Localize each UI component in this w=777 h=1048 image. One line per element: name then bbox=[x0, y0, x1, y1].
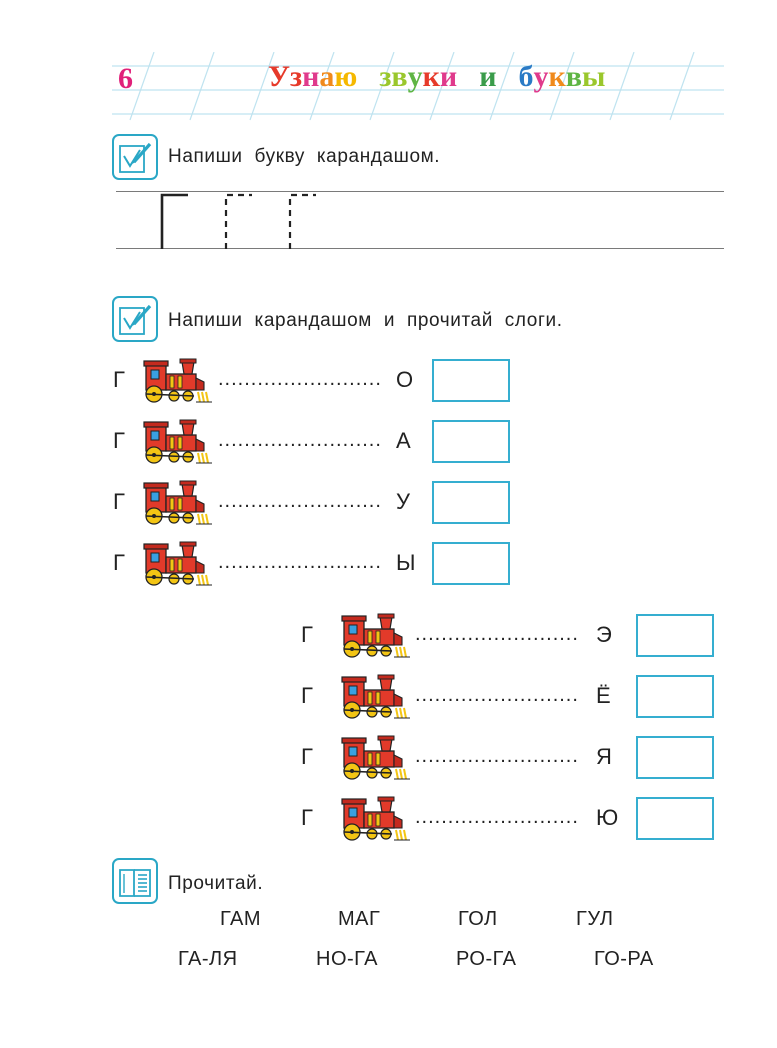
syllable-vowel: Ю bbox=[596, 805, 619, 830]
title-letter: У bbox=[268, 60, 291, 93]
syllable-vowel: О bbox=[396, 367, 414, 392]
title-letter: к bbox=[548, 60, 566, 93]
syllable-answer-box[interactable] bbox=[432, 359, 510, 402]
pencil-write-icon bbox=[112, 134, 158, 180]
train-icon bbox=[340, 794, 410, 849]
title-letter: ю bbox=[334, 60, 358, 93]
title-letter: и bbox=[439, 60, 458, 93]
train-icon bbox=[142, 478, 212, 533]
instruction-write-letter: Напиши букву карандашом. bbox=[168, 146, 441, 167]
read-word: ГА-ЛЯ bbox=[178, 948, 238, 970]
title-word bbox=[479, 60, 496, 94]
syllable-consonant: Г bbox=[113, 489, 125, 514]
open-book-icon bbox=[112, 858, 158, 904]
syllable-answer-box[interactable] bbox=[432, 542, 510, 585]
title-letter: а bbox=[319, 60, 335, 93]
train-icon bbox=[142, 417, 212, 472]
syllable-vowel: Я bbox=[596, 744, 612, 769]
syllable-answer-box[interactable] bbox=[432, 420, 510, 463]
syllable-dotted-line: ......................... bbox=[218, 490, 382, 512]
syllable-answer-box[interactable] bbox=[636, 614, 714, 657]
train-icon bbox=[142, 356, 212, 411]
title-letter: у bbox=[533, 60, 549, 93]
train-icon bbox=[340, 672, 410, 727]
read-word: ГО-РА bbox=[594, 948, 654, 970]
title-letter: з bbox=[290, 60, 303, 93]
title-letter: ы bbox=[581, 60, 606, 93]
title-letter: и bbox=[479, 60, 497, 93]
title-word bbox=[518, 60, 605, 94]
syllable-dotted-line: ......................... bbox=[415, 745, 579, 767]
title-word bbox=[379, 60, 457, 94]
syllable-dotted-line: ......................... bbox=[218, 429, 382, 451]
syllable-answer-box[interactable] bbox=[636, 797, 714, 840]
train-icon bbox=[340, 733, 410, 788]
syllable-consonant: Г bbox=[301, 622, 313, 647]
page-title bbox=[268, 60, 627, 94]
syllable-vowel: Ё bbox=[596, 683, 611, 708]
syllable-vowel: Ы bbox=[396, 550, 416, 575]
instruction-read: Прочитай. bbox=[168, 873, 264, 894]
syllable-dotted-line: ......................... bbox=[218, 551, 382, 573]
title-letter: у bbox=[407, 60, 423, 93]
syllable-answer-box[interactable] bbox=[636, 675, 714, 718]
syllable-dotted-line: ......................... bbox=[415, 684, 579, 706]
train-icon bbox=[142, 539, 212, 594]
title-letter: к bbox=[422, 60, 440, 93]
syllable-vowel: Э bbox=[596, 622, 612, 647]
syllable-answer-box[interactable] bbox=[432, 481, 510, 524]
title-letter: б bbox=[518, 60, 534, 93]
syllable-answer-box[interactable] bbox=[636, 736, 714, 779]
syllable-dotted-line: ......................... bbox=[218, 368, 382, 390]
read-word: ГУЛ bbox=[576, 908, 614, 930]
title-word bbox=[268, 60, 357, 94]
syllable-consonant: Г bbox=[301, 683, 313, 708]
syllable-consonant: Г bbox=[113, 367, 125, 392]
syllable-vowel: А bbox=[396, 428, 411, 453]
read-word: МАГ bbox=[338, 908, 381, 930]
syllable-dotted-line: ......................... bbox=[415, 806, 579, 828]
syllable-consonant: Г bbox=[113, 428, 125, 453]
syllable-consonant: Г bbox=[113, 550, 125, 575]
pencil-write-icon bbox=[112, 296, 158, 342]
title-letter: в bbox=[391, 60, 408, 93]
title-letter: н bbox=[302, 60, 320, 93]
title-letter: в bbox=[565, 60, 582, 93]
instruction-write-read-syllables: Напиши карандашом и прочитай слоги. bbox=[168, 310, 563, 331]
read-word: ГАМ bbox=[220, 908, 261, 930]
syllable-consonant: Г bbox=[301, 744, 313, 769]
title-letter: з bbox=[379, 60, 392, 93]
syllable-vowel: У bbox=[396, 489, 410, 514]
page-number: 6 bbox=[118, 62, 133, 95]
read-word: ГОЛ bbox=[458, 908, 498, 930]
read-word: НО-ГА bbox=[316, 948, 378, 970]
syllable-consonant: Г bbox=[301, 805, 313, 830]
read-word: РО-ГА bbox=[456, 948, 517, 970]
letter-g-tracing bbox=[150, 190, 330, 250]
train-icon bbox=[340, 611, 410, 666]
syllable-dotted-line: ......................... bbox=[415, 623, 579, 645]
